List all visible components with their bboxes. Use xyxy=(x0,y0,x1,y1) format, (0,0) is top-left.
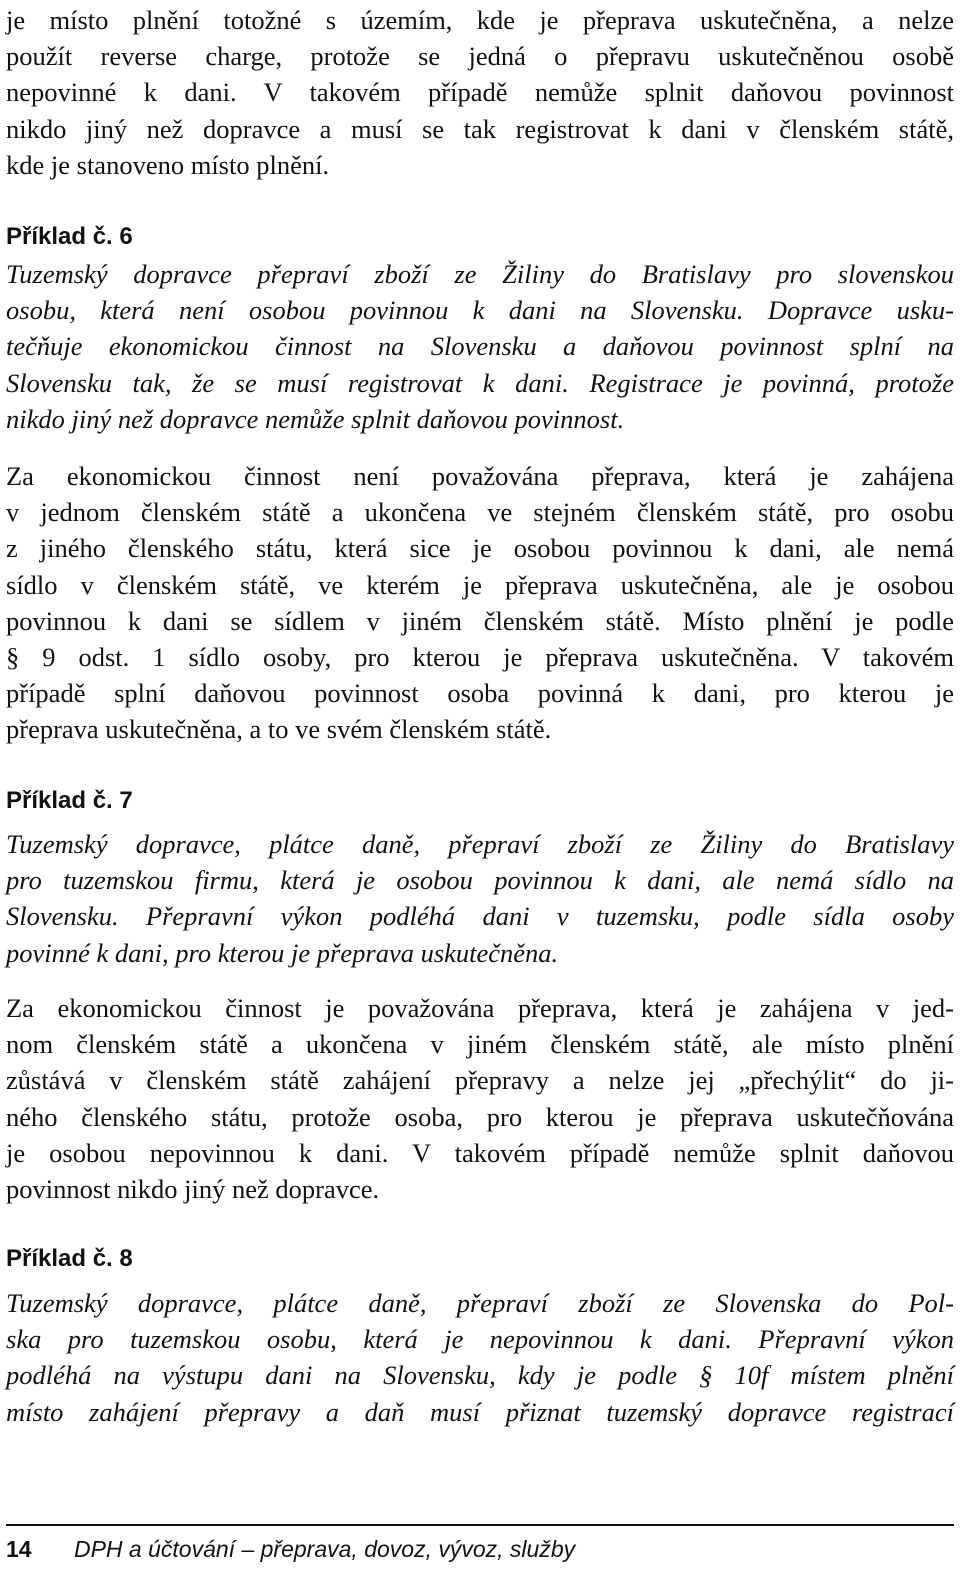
text-line: Tuzemský dopravce přepraví zboží ze Žiliny do Bratislavy pro slovenskou xyxy=(6,259,954,289)
text-line: sídlo v členském státě, ve kterém je přeprava uskutečněna, ale je osobou xyxy=(6,569,954,600)
running-title: DPH a účtování – přeprava, dovoz, vývoz, služby xyxy=(73,1536,576,1562)
text-line: § 9 odst. 1 sídlo osoby, pro kterou je přeprava uskutečněna. V takovém xyxy=(6,642,954,673)
text-line: ného členského státu, protože osoba, pro kterou je přeprava uskutečňována xyxy=(6,1101,954,1132)
example-6-heading: Příklad č. 6 xyxy=(6,223,133,250)
text-line: případě splní daňovou povinnost osoba povinná k dani, pro kterou je xyxy=(6,678,954,709)
text-line: povinnou k dani se sídlem v jiném členském státě. Místo plnění je podle xyxy=(6,605,954,636)
page-footer xyxy=(6,1535,575,1563)
example-8-heading: Příklad č. 8 xyxy=(6,1245,133,1272)
text-line: použít reverse charge, protože se jedná o přepravu uskutečněnou osobě xyxy=(6,41,954,72)
page-number: 14 xyxy=(6,1536,32,1562)
text-line: nikdo jiný než dopravce a musí se tak registrovat k dani v členském státě, xyxy=(6,113,954,144)
text-line: je osobou nepovinnou k dani. V takovém případě nemůže splnit daňovou xyxy=(6,1137,954,1168)
text-line: nepovinné k dani. V takovém případě nemůže splnit daňovou povinnost xyxy=(6,77,954,108)
text-line: pro tuzemskou firmu, která je osobou povinnou k dani, ale nemá sídlo na xyxy=(6,865,954,896)
text-line: podléhá na výstupu dani na Slovensku, kdy je podle § 10f místem plnění xyxy=(6,1360,954,1391)
text-line: zůstává v členském státě zahájení přepravy a nelze jej „přechýlit“ do ji- xyxy=(6,1065,954,1096)
text-line: Slovensku. Přepravní výkon podléhá dani v tuzemsku, podle sídla osoby xyxy=(6,901,954,932)
text-line: v jednom členském státě a ukončena ve stejném členském státě, pro osobu xyxy=(6,497,954,528)
example-6-text xyxy=(6,256,954,437)
example-7-text xyxy=(6,826,954,971)
text-line: osobu, která není osobou povinnou k dani na Slovensku. Dopravce usku- xyxy=(6,295,954,326)
example-8-text xyxy=(6,1285,954,1430)
paragraph-no-economic-activity xyxy=(6,458,954,748)
text-line: Za ekonomickou činnost není považována přeprava, která je zahájena xyxy=(6,461,954,491)
text-line: Slovensku tak, že se musí registrovat k dani. Registrace je povinná, protože xyxy=(6,367,954,398)
text-line: nikdo jiný než dopravce nemůže splnit daňovou povinnost. xyxy=(6,403,625,434)
example-7-heading: Příklad č. 7 xyxy=(6,787,133,814)
text-line: povinnost nikdo jiný než dopravce. xyxy=(6,1174,380,1205)
text-line: je místo plnění totožné s územím, kde je přeprava uskutečněna, a nelze xyxy=(6,5,954,35)
text-line: Tuzemský dopravce, plátce daně, přepraví zboží ze Slovenska do Pol- xyxy=(6,1288,954,1318)
paragraph-economic-activity xyxy=(6,990,954,1207)
footer-divider xyxy=(6,1524,954,1526)
text-line: kde je stanoveno místo plnění. xyxy=(6,149,330,180)
text-line: nom členském státě a ukončena v jiném členském státě, ale místo plnění xyxy=(6,1029,954,1060)
text-line: Tuzemský dopravce, plátce daně, přepraví zboží ze Žiliny do Bratislavy xyxy=(6,829,954,859)
text-line: Za ekonomickou činnost je považována přeprava, která je zahájena v jed- xyxy=(6,993,954,1023)
text-line: místo zahájení přepravy a daň musí přiznat tuzemský dopravce registrací xyxy=(6,1396,954,1427)
text-line: ska pro tuzemskou osobu, která je nepovinnou k dani. Přepravní výkon xyxy=(6,1324,954,1355)
text-line: přeprava uskutečněna, a to ve svém členském státě. xyxy=(6,714,552,745)
paragraph-intro xyxy=(6,2,954,183)
text-line: povinné k dani, pro kterou je přeprava uskutečněna. xyxy=(6,937,559,968)
text-line: z jiného členského státu, která sice je osobou povinnou k dani, ale nemá xyxy=(6,533,954,564)
text-line: tečňuje ekonomickou činnost na Slovensku a daňovou povinnost splní na xyxy=(6,331,954,362)
